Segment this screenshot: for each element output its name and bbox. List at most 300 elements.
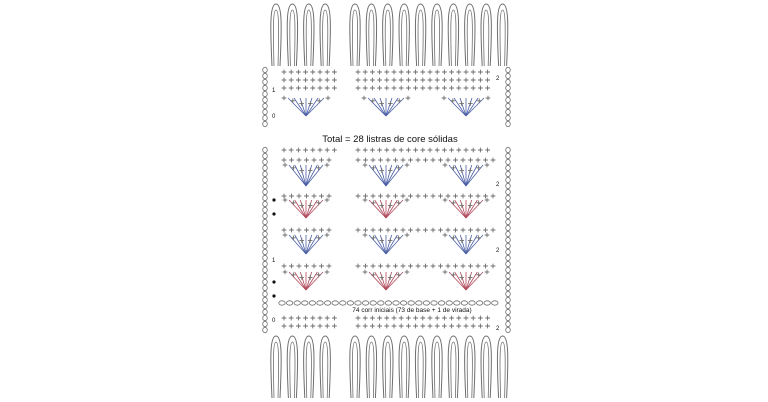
cross-stitch [318,148,323,153]
cross-stitch [380,275,385,280]
fringe-loop-inner [352,10,357,66]
cross-stitch [282,324,287,329]
cross-stitch [485,324,490,329]
fringe-loop-inner [273,10,278,66]
cross-stitch [282,96,287,101]
cross-stitch [413,78,418,83]
cross-stitch [435,324,440,329]
fringe-loop-inner [500,10,505,66]
cross-stitch [282,158,287,163]
fan-stitch [386,272,397,290]
cross-stitch [289,228,294,233]
cross-stitch [327,228,332,233]
cross-stitch [289,70,294,75]
cross-stitch [442,96,447,101]
fringe-loop-inner [484,342,489,398]
edge-chain [506,109,511,114]
cross-stitch [289,264,294,269]
chain-stitch [347,301,353,305]
cross-stitch [289,86,294,91]
edge-chain [263,85,268,90]
fringe-loop [497,336,507,398]
cross-stitch [318,78,323,83]
cross-stitch [308,101,313,106]
cross-stitch [300,203,305,208]
cross-stitch [282,264,287,269]
cross-stitch [449,70,454,75]
cross-stitch [312,194,317,199]
fan-stitch [375,235,386,254]
cross-stitch [423,158,428,163]
cross-stitch [461,264,466,269]
cross-stitch [282,70,287,75]
fringe-loop [366,336,376,398]
cross-stitch [438,264,443,269]
chain-stitch [484,301,490,305]
cross-stitch [325,270,330,275]
dot-marker [272,212,275,215]
cross-stitch [399,316,404,321]
fringe-loop [304,4,314,66]
edge-chain [506,159,511,164]
cross-stitch [384,86,389,91]
cross-stitch [428,86,433,91]
edge-chain [263,279,268,284]
cross-stitch [392,70,397,75]
cross-stitch [464,316,469,321]
cross-stitch [289,158,294,163]
cross-stitch [289,316,294,321]
cross-stitch [408,194,413,199]
row-number: 2 [496,248,500,254]
chain-stitch [324,301,330,305]
fringe-loop-inner [467,10,472,66]
cross-stitch [325,233,330,238]
cross-stitch [300,238,305,243]
cross-stitch [461,158,466,163]
cross-stitch [431,264,436,269]
cross-stitch [442,148,447,153]
cross-stitch [283,198,288,203]
cross-stitch [461,228,466,233]
cross-stitch [377,70,382,75]
cross-stitch [388,203,393,208]
edge-chain [506,309,511,314]
cross-stitch [485,148,490,153]
cross-stitch [471,70,476,75]
cross-stitch [478,86,483,91]
edge-chain [506,225,511,230]
edge-chain [263,79,268,84]
edge-chain [506,153,511,158]
edge-chain [263,219,268,224]
cross-stitch [371,158,376,163]
fringe-loop-inner [369,10,374,66]
fringe-loop-inner [500,342,505,398]
cross-stitch [356,78,361,83]
cross-stitch [392,316,397,321]
edge-chain [263,147,268,152]
edge-chain [263,267,268,272]
cross-stitch [393,264,398,269]
fringe-loop [399,4,409,66]
cross-stitch [449,324,454,329]
cross-stitch [282,148,287,153]
cross-stitch [449,78,454,83]
cross-stitch [392,78,397,83]
fringe-loop [383,336,393,398]
cross-stitch [438,194,443,199]
cross-stitch [377,78,382,83]
cross-stitch [491,194,496,199]
cross-stitch [464,148,469,153]
cross-stitch [363,228,368,233]
edge-chain [506,97,511,102]
cross-stitch [363,78,368,83]
cross-stitch [363,270,368,275]
cross-stitch [471,316,476,321]
cross-stitch [471,148,476,153]
fan-stitch [375,272,386,290]
cross-stitch [297,194,302,199]
cross-stitch [399,70,404,75]
cross-stitch [282,316,287,321]
cross-stitch [468,158,473,163]
cross-stitch [460,203,465,208]
dot-marker [272,280,275,283]
fringe-loop-inner [434,10,439,66]
cross-stitch [491,158,496,163]
fringe-loop-inner [352,342,357,398]
edge-chain [263,213,268,218]
chain-stitch [385,301,391,305]
cross-stitch [435,78,440,83]
cross-stitch [399,78,404,83]
cross-stitch [297,228,302,233]
chain-stitch [302,301,308,305]
fringe-loop-inner [402,10,407,66]
cross-stitch [413,148,418,153]
fringe-loop [481,4,491,66]
cross-stitch [468,101,473,106]
cross-stitch [464,78,469,83]
edge-chain [506,291,511,296]
cross-stitch [310,316,315,321]
row-number: 1 [272,258,276,264]
fan-stitch [294,98,306,116]
foundation-chain [279,301,498,305]
chain-stitch [461,301,467,305]
cross-stitch [386,228,391,233]
cross-stitch [406,324,411,329]
fringe-loop-inner [323,10,328,66]
cross-stitch [283,270,288,275]
row-number: 2 [496,76,500,82]
cross-stitch [399,86,404,91]
cross-stitch [384,148,389,153]
cross-stitch [310,324,315,329]
cross-stitch [282,228,287,233]
cross-stitch [384,324,389,329]
cross-stitch [406,78,411,83]
cross-stitch [318,324,323,329]
cross-stitch [416,158,421,163]
cross-stitch [485,233,490,238]
cross-stitch [318,70,323,75]
cross-stitch [386,158,391,163]
fringe-loop [399,336,409,398]
cross-stitch [460,275,465,280]
fringe-loop [432,336,442,398]
fringe-loop [415,4,425,66]
edge-chain [506,207,511,212]
cross-stitch [428,316,433,321]
cross-stitch [327,264,332,269]
cross-stitch [356,316,361,321]
cross-stitch [478,316,483,321]
cross-stitch [413,86,418,91]
fringe-loop-inner [369,342,374,398]
edge-chain [506,103,511,108]
fan-stitch [466,235,477,254]
cross-stitch [468,203,473,208]
fringe-loop-inner [306,10,311,66]
fan-motifs [282,96,491,290]
cross-stitch [478,78,483,83]
cross-stitch [371,228,376,233]
cross-stitch [296,316,301,321]
dot-marker [272,294,275,297]
cross-stitch [456,316,461,321]
cross-stitch [325,78,330,83]
cross-stitch [413,324,418,329]
fringe-loop [465,4,475,66]
cross-stitch [420,316,425,321]
edge-chain [506,67,511,72]
cross-stitch [483,194,488,199]
cross-stitch [308,203,313,208]
fringe-loop [320,4,330,66]
cross-stitch [377,316,382,321]
fringe-loop [448,336,458,398]
fan-stitch [455,235,466,254]
cross-stitch [282,86,287,91]
cross-stitch [408,228,413,233]
cross-stitch [325,324,330,329]
cross-stitch [392,86,397,91]
cross-stitch [453,228,458,233]
cross-stitch [312,228,317,233]
chain-stitch [438,301,444,305]
cross-stitch [399,324,404,329]
cross-stitch [363,86,368,91]
cross-stitch [332,78,337,83]
cross-stitch [456,148,461,153]
edge-chain [263,261,268,266]
cross-stitch [371,264,376,269]
edge-chain [263,309,268,314]
cross-stitch [332,70,337,75]
cross-stitch [356,70,361,75]
edge-chain [506,91,511,96]
cross-stitch [388,101,393,106]
fan-stitch [375,165,386,186]
cross-stitch [478,148,483,153]
cross-stitch [420,148,425,153]
cross-stitch [362,96,367,101]
fringe-loop-inner [323,342,328,398]
cross-stitch [377,324,382,329]
cross-stitch [289,148,294,153]
cross-stitch [327,158,332,163]
edge-chain [263,165,268,170]
edge-chain [506,267,511,272]
cross-stitch [476,194,481,199]
edge-chain [506,121,511,126]
cross-stitch [464,86,469,91]
edge-chain [263,321,268,326]
cross-stitch [423,194,428,199]
cross-stitch [456,324,461,329]
edge-chain [263,177,268,182]
fan-stitch [375,200,386,218]
cross-stitch [356,148,361,153]
cross-stitch [308,168,313,173]
edge-chain [506,85,511,90]
cross-stitch [332,316,337,321]
fringe-loop [350,4,360,66]
cross-stitch [449,148,454,153]
cross-stitch [325,316,330,321]
cross-stitch [408,264,413,269]
cross-stitch [356,264,361,269]
edge-chain [506,189,511,194]
edge-chain [263,195,268,200]
cross-stitch [405,233,410,238]
cross-stitch [379,101,384,106]
fan-stitch [306,235,317,254]
cross-stitch [401,158,406,163]
fringe-loop [415,336,425,398]
cross-stitch [405,270,410,275]
fringe-loop-inner [451,342,456,398]
fan-stitch [466,98,478,116]
chain-stitch [340,301,346,305]
fringe-loop-inner [385,10,390,66]
row-number: 0 [272,114,276,120]
cross-stitch [303,316,308,321]
chain-stitch [408,301,414,305]
cross-stitch [356,228,361,233]
cross-stitch [485,86,490,91]
cross-stitch [420,70,425,75]
chain-stitch [454,301,460,305]
chain-stitch [469,301,475,305]
cross-stitch [435,70,440,75]
cross-stitch [486,96,491,101]
edge-chain [263,249,268,254]
fan-stitch [386,235,397,254]
cross-stitch [405,163,410,168]
cross-stitch [491,228,496,233]
edge-chain [263,189,268,194]
cross-stitch [377,148,382,153]
cross-stitch [471,86,476,91]
cross-stitch [471,78,476,83]
fringe-loop-inner [306,342,311,398]
cross-stitch [443,198,448,203]
chain-note: 74 corr iniciais (73 de base + 1 de virada) [352,307,472,314]
cross-stitch [478,70,483,75]
cross-stitch [296,86,301,91]
cross-stitch [356,194,361,199]
cross-stitch [300,168,305,173]
fan-stitch [455,200,466,218]
cross-stitch [363,264,368,269]
cross-stitch [431,228,436,233]
cross-stitch [356,158,361,163]
fringe-loop-inner [290,342,295,398]
cross-stitch [363,194,368,199]
fan-stitch [295,165,306,186]
cross-stitch [461,194,466,199]
edge-chain [263,115,268,120]
cross-stitch [319,264,324,269]
cross-stitch [378,264,383,269]
fringe-loop-inner [418,10,423,66]
cross-stitch [456,70,461,75]
cross-stitch [423,228,428,233]
cross-stitch [446,264,451,269]
edge-chain [506,279,511,284]
edge-chain [506,255,511,260]
chain-stitch [332,301,338,305]
cross-stitch [363,163,368,168]
cross-stitch [443,270,448,275]
fringe-loop-inner [273,342,278,398]
cross-stitch [296,70,301,75]
edge-chain [263,183,268,188]
edge-chain [506,177,511,182]
cross-stitch [283,163,288,168]
edge-chain [263,121,268,126]
cross-stitch [370,148,375,153]
edge-chain [506,243,511,248]
fringe-loop [497,4,507,66]
cross-stitch [442,78,447,83]
cross-stitch [442,324,447,329]
cross-stitch [485,78,490,83]
cross-stitch [378,228,383,233]
chain-stitch [362,301,368,305]
cross-stitch [310,70,315,75]
chain-stitch [279,301,285,305]
cross-stitch [296,148,301,153]
cross-stitch [332,86,337,91]
edge-chain [263,91,268,96]
chain-stitch [446,301,452,305]
cross-stitch [393,228,398,233]
edge-chain [263,73,268,78]
chain-stitch [309,301,315,305]
edge-chain [506,261,511,266]
cross-stitch [312,158,317,163]
edge-chain [506,321,511,326]
chain-stitch [355,301,361,305]
cross-stitch [442,70,447,75]
cross-stitch [327,194,332,199]
cross-stitch [416,194,421,199]
